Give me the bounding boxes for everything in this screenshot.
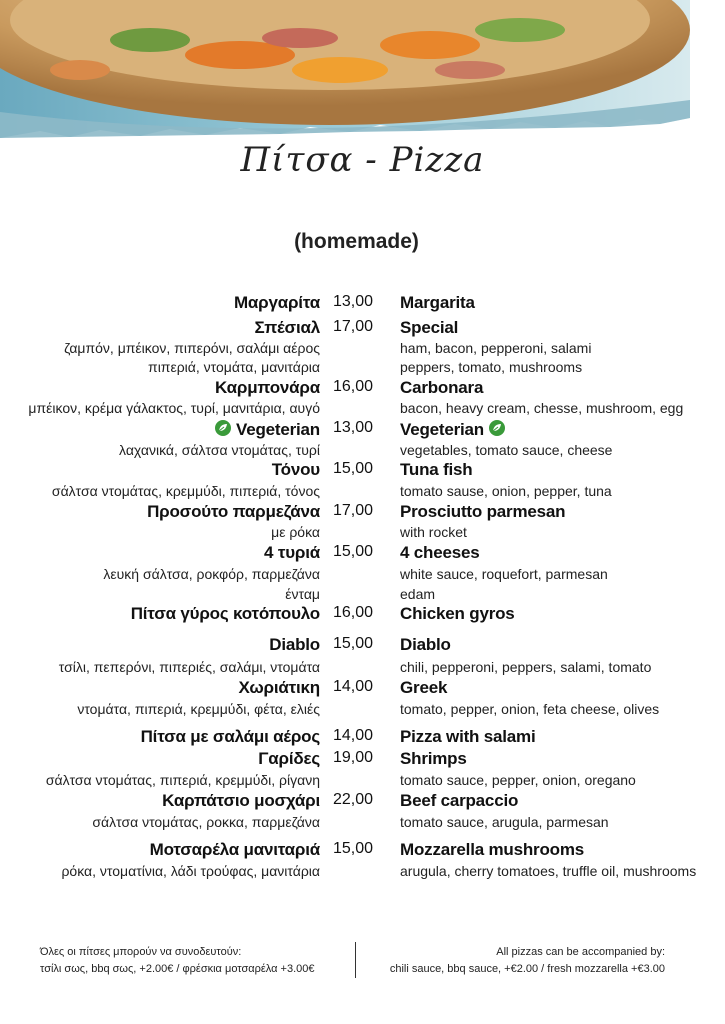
item-description-english: with rocket [400, 524, 467, 540]
item-description-greek: σάλτσα ντομάτας, ροκκα, παρμεζάνα [92, 814, 320, 830]
item-name-greek-text: Χωριάτικη [238, 678, 320, 697]
item-name-greek-text: Προσούτο παρμεζάνα [147, 502, 320, 521]
item-description-english: ham, bacon, pepperoni, salami [400, 340, 592, 356]
menu-item [0, 604, 725, 626]
item-name-greek-text: Τόνου [271, 460, 320, 479]
item-name-greek-text: Γαρίδες [258, 749, 320, 768]
item-description-greek: μπέικον, κρέμα γάλακτος, τυρί, μανιτάρια, αυγό [28, 400, 320, 416]
pizza-banner-image [0, 0, 725, 150]
item-name-greek-text: Diablo [269, 635, 320, 654]
item-name-greek [150, 840, 320, 860]
item-description-english: arugula, cherry tomatoes, truffle oil, mushrooms [400, 863, 697, 879]
item-name-greek [141, 727, 320, 747]
menu-item [0, 543, 725, 565]
item-name-greek [162, 791, 320, 811]
item-price: 15,00 [333, 840, 374, 857]
menu-item [0, 840, 725, 862]
item-description-english: bacon, heavy cream, chesse, mushroom, egg [400, 400, 684, 416]
menu-item [0, 502, 725, 524]
item-name-english-text: Diablo [400, 635, 451, 654]
item-name-greek-text: Καρμπονάρα [214, 378, 320, 397]
item-description-english: chili, pepperoni, peppers, salami, tomato [400, 659, 652, 675]
item-price: 16,00 [333, 378, 374, 395]
item-description-row [0, 863, 725, 885]
item-name-english-text: Chicken gyros [400, 604, 515, 623]
item-name-english [400, 727, 535, 747]
item-price: 13,00 [333, 419, 374, 436]
item-price: 19,00 [333, 749, 374, 766]
item-name-greek-text: Μοτσαρέλα μανιταριά [149, 840, 320, 859]
item-name-greek-text: Μαργαρίτα [233, 293, 320, 312]
item-price: 17,00 [333, 502, 374, 519]
item-name-english-text: Margarita [400, 293, 475, 312]
item-description-greek: λαχανικά, σάλτσα ντομάτας, τυρί [119, 442, 320, 458]
item-description-greek: λευκή σάλτσα, ροκφόρ, παρμεζάνα [103, 566, 320, 582]
item-name-english-text: Mozzarella mushrooms [400, 840, 584, 859]
item-name-english [400, 604, 515, 624]
item-name-greek [269, 635, 320, 655]
item-name-english [400, 378, 483, 398]
item-name-greek-text: Πίτσα με σαλάμι αέρος [140, 727, 320, 746]
item-name-greek [272, 460, 320, 480]
item-price: 16,00 [333, 604, 374, 621]
item-price: 15,00 [333, 543, 374, 560]
item-price: 22,00 [333, 791, 374, 808]
item-name-english-text: Vegeterian [400, 420, 484, 439]
item-price: 13,00 [333, 293, 374, 310]
item-description-greek: τσίλι, πεπερόνι, πιπεριές, σαλάμι, ντομάτα [58, 659, 320, 675]
item-name-english [400, 840, 584, 860]
item-name-greek-text: Vegeterian [236, 420, 320, 439]
footer-english [390, 944, 665, 978]
footer-greek-line1: Όλες οι πίτσες μπορούν να συνοδευτούν: [40, 946, 242, 958]
item-name-english-text: 4 cheeses [400, 543, 480, 562]
menu-item [0, 318, 725, 340]
item-name-greek [264, 543, 320, 563]
item-name-english-text: Tuna fish [400, 460, 473, 479]
menu-item [0, 678, 725, 700]
item-description-row [0, 701, 725, 723]
item-name-english-text: Special [400, 318, 459, 337]
item-description-row [0, 814, 725, 836]
menu-item [0, 749, 725, 771]
menu-item [0, 460, 725, 482]
item-name-greek-text: 4 τυριά [264, 543, 320, 562]
item-description-english: tomato sauce, pepper, onion, oregano [400, 772, 636, 788]
item-description-greek: ντομάτα, πιπεριά, κρεμμύδι, φέτα, ελιές [77, 701, 320, 717]
item-name-greek-text: Σπέσιαλ [254, 318, 320, 337]
item-name-greek [131, 604, 320, 624]
item-name-greek-text: Πίτσα γύρος κοτόπουλο [130, 604, 320, 623]
menu-item [0, 419, 725, 441]
item-price: 14,00 [333, 678, 374, 695]
item-description-english: tomato, pepper, onion, feta cheese, olives [400, 701, 660, 717]
menu-item [0, 727, 725, 749]
menu-item [0, 791, 725, 813]
item-name-greek [255, 318, 320, 338]
item-name-english [400, 419, 510, 440]
menu-item [0, 635, 725, 657]
item-name-greek [210, 419, 320, 440]
item-name-english-text: Prosciutto parmesan [400, 502, 566, 521]
item-name-greek [215, 378, 320, 398]
item-description-greek: ένταμ [285, 586, 320, 602]
footer-greek [40, 944, 314, 978]
item-description-english: edam [400, 586, 436, 602]
item-name-english-text: Shrimps [400, 749, 467, 768]
item-name-english [400, 543, 480, 563]
item-description-greek: σάλτσα ντομάτας, κρεμμύδι, πιπεριά, τόνος [51, 483, 320, 499]
item-name-greek [238, 678, 320, 698]
item-description-english: peppers, tomato, mushrooms [400, 359, 583, 375]
item-name-english [400, 460, 473, 480]
item-price: 17,00 [333, 318, 374, 335]
item-name-english [400, 293, 475, 313]
item-price: 15,00 [333, 635, 374, 652]
item-name-english [400, 749, 467, 769]
menu-item [0, 293, 725, 315]
menu-subtitle: (homemade) [294, 230, 419, 253]
item-name-english-text: Greek [400, 678, 448, 697]
item-description-greek: πιπεριά, ντομάτα, μανιτάρια [148, 359, 320, 375]
footer-divider [355, 942, 356, 978]
footer-english-line1: All pizzas can be accompanied by: [496, 946, 665, 958]
item-name-english-text: Carbonara [400, 378, 484, 397]
item-name-greek [147, 502, 320, 522]
item-name-greek-text: Καρπάτσιο μοσχάρι [162, 791, 320, 810]
item-name-english [400, 791, 518, 811]
item-name-greek [258, 749, 320, 769]
item-price: 14,00 [333, 727, 374, 744]
footer-english-line2: chili sauce, bbq sauce, +€2.00 / fresh mozzarella +€3.00 [389, 963, 665, 975]
vegetarian-leaf-icon [214, 419, 232, 437]
vegetarian-leaf-icon [488, 419, 506, 437]
item-description-greek: με ρόκα [271, 524, 320, 540]
item-description-row [0, 566, 725, 588]
item-description-english: tomato sause, onion, pepper, tuna [400, 483, 612, 499]
item-description-english: vegetables, tomato sauce, cheese [400, 442, 613, 458]
item-price: 15,00 [333, 460, 374, 477]
item-description-english: white sauce, roquefort, parmesan [400, 566, 608, 582]
item-description-greek: ζαμπόν, μπέικον, πιπερόνι, σαλάμι αέρος [64, 340, 320, 356]
item-name-greek [234, 293, 320, 313]
menu-title: Πίτσα - Pizza [240, 140, 485, 180]
item-description-greek: σάλτσα ντομάτας, πιπεριά, κρεμμύδι, ρίγανη [45, 772, 320, 788]
footer-greek-line2: τσίλι σως, bbq σως, +2.00€ / φρέσκια μοτσαρέλα +3.00€ [40, 963, 315, 975]
item-name-english [400, 502, 565, 522]
item-name-english [400, 678, 447, 698]
item-description-english: tomato sauce, arugula, parmesan [400, 814, 609, 830]
item-name-english [400, 318, 458, 338]
item-name-english [400, 635, 451, 655]
item-name-english-text: Beef carpaccio [400, 791, 519, 810]
item-name-english-text: Pizza with salami [400, 727, 536, 746]
menu-item [0, 378, 725, 400]
item-description-greek: ρόκα, ντοματίνια, λάδι τρούφας, μανιτάρια [61, 863, 320, 879]
